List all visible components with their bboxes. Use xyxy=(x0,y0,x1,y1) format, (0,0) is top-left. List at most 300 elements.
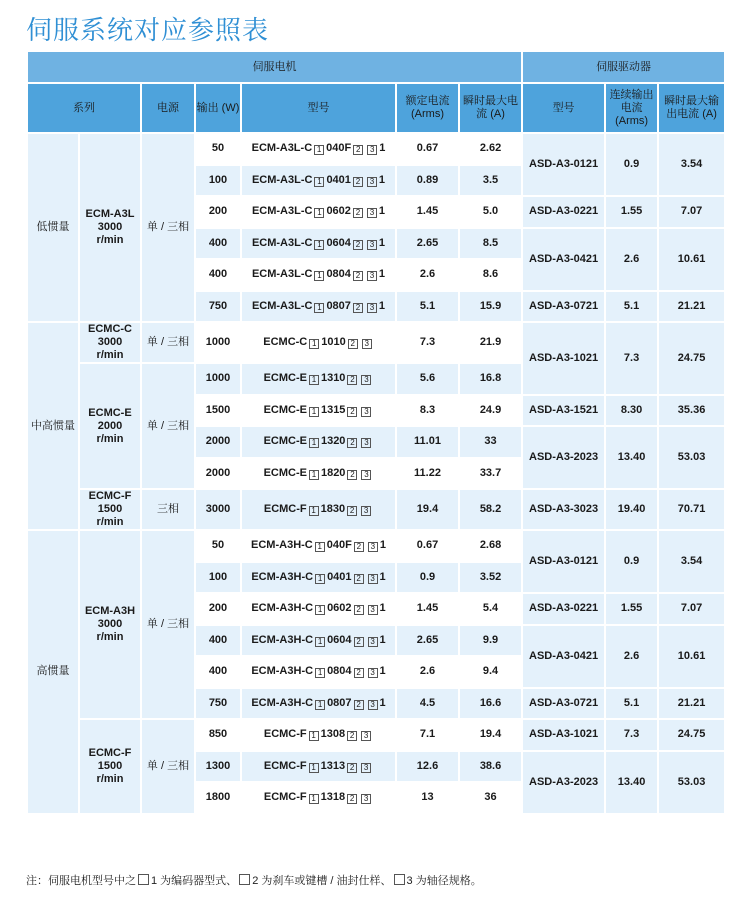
col-header-rated-current: 额定电流 (Arms) xyxy=(396,83,459,133)
footnote-part-3: 3 为轴径规格。 xyxy=(406,875,482,887)
model-placeholder-box: 3 xyxy=(367,145,377,155)
model-code: 1010 xyxy=(321,336,346,348)
peak-current-cell: 21.9 xyxy=(459,322,522,363)
model-placeholder-box: 1 xyxy=(315,605,325,615)
rated-current-cell: 5.1 xyxy=(396,291,459,323)
subseries-line: ECM-A3L xyxy=(85,208,135,220)
table-row xyxy=(27,133,725,165)
peak-current-cell: 36 xyxy=(459,782,522,814)
model-placeholder-box: 2 xyxy=(353,145,363,155)
model-placeholder-box: 2 xyxy=(347,794,357,804)
model-suffix: 1 xyxy=(378,268,386,281)
model-placeholder-box: 3 xyxy=(367,208,377,218)
subseries-line: r/min xyxy=(96,631,124,643)
model-suffix: 1 xyxy=(379,633,386,646)
drive-peak-current-cell: 70.71 xyxy=(658,489,725,530)
model-cell xyxy=(241,530,396,562)
peak-current-cell: 33.7 xyxy=(459,458,522,490)
model-placeholder-box: 2 xyxy=(354,574,364,584)
rated-current-cell: 2.6 xyxy=(396,656,459,688)
model-prefix: ECMC-F xyxy=(263,503,307,515)
peak-current-cell: 8.6 xyxy=(459,259,522,291)
model-placeholder-box: 1 xyxy=(314,177,324,187)
peak-current-cell: 19.4 xyxy=(459,719,522,751)
subseries-line: ECMC-E xyxy=(88,406,132,419)
rated-current-cell: 0.9 xyxy=(396,562,459,594)
drive-peak-current-cell: 10.61 xyxy=(658,228,725,291)
subseries-line: 2000 xyxy=(97,419,123,432)
col-header-power: 电源 xyxy=(141,83,195,133)
model-placeholder-box: 2 xyxy=(347,438,357,448)
model-placeholder-box: 2 xyxy=(347,731,357,741)
model-code: 040F xyxy=(326,142,352,155)
drive-peak-current-cell: 21.21 xyxy=(658,688,725,720)
drive-continuous-current-cell: 0.9 xyxy=(605,133,658,196)
model-placeholder-box: 3 xyxy=(367,240,377,250)
output-cell: 50 xyxy=(195,530,241,562)
model-cell xyxy=(241,562,396,594)
model-prefix: ECMC-F xyxy=(263,728,307,741)
subseries-cell xyxy=(79,133,141,322)
output-cell: 400 xyxy=(195,625,241,657)
model-cell xyxy=(241,719,396,751)
model-cell xyxy=(241,322,396,363)
model-cell xyxy=(241,656,396,688)
model-suffix: 1 xyxy=(379,665,386,678)
model-placeholder-box: 2 xyxy=(353,208,363,218)
model-prefix: ECM-A3L-C xyxy=(251,205,313,218)
model-cell xyxy=(241,625,396,657)
output-cell: 1500 xyxy=(195,395,241,427)
model-placeholder-box: 3 xyxy=(362,339,372,349)
model-placeholder-box: 1 xyxy=(315,668,325,678)
group-header-motor: 伺服电机 xyxy=(27,51,522,83)
col-header-continuous-current: 连续输出电流 (Arms) xyxy=(605,83,658,133)
rated-current-cell: 11.01 xyxy=(396,426,459,458)
drive-model-cell: ASD-A3-0121 xyxy=(522,133,605,196)
model-placeholder-box: 1 xyxy=(309,470,319,480)
model-placeholder-box: 1 xyxy=(314,240,324,250)
model-placeholder-box: 2 xyxy=(353,177,363,187)
model-code: 0604 xyxy=(327,633,352,646)
output-cell: 2000 xyxy=(195,426,241,458)
model-prefix: ECM-A3H-C xyxy=(251,633,314,646)
subseries-cell xyxy=(79,719,141,814)
peak-current-cell: 2.62 xyxy=(459,133,522,165)
subseries-line: 3000 xyxy=(97,221,123,233)
model-cell xyxy=(241,228,396,260)
power-cell: 单 / 三相 xyxy=(141,133,195,322)
peak-current-cell: 33 xyxy=(459,426,522,458)
model-suffix: 1 xyxy=(379,602,386,615)
drive-model-cell: ASD-A3-1021 xyxy=(522,719,605,751)
subseries-cell xyxy=(79,322,141,363)
model-suffix: 1 xyxy=(379,570,386,583)
drive-continuous-current-cell: 2.6 xyxy=(605,625,658,688)
model-cell xyxy=(241,196,396,228)
peak-current-cell: 3.52 xyxy=(459,562,522,594)
model-placeholder-box: 3 xyxy=(361,375,371,385)
model-cell xyxy=(241,363,396,395)
model-placeholder-box: 2 xyxy=(354,668,364,678)
rated-current-cell: 0.67 xyxy=(396,133,459,165)
rated-current-cell: 8.3 xyxy=(396,395,459,427)
subseries-line: 1500 xyxy=(97,503,123,515)
rated-current-cell: 5.6 xyxy=(396,363,459,395)
subseries-cell xyxy=(79,363,141,489)
model-placeholder-box: 2 xyxy=(347,407,357,417)
model-prefix: ECM-A3H-C xyxy=(251,602,314,615)
model-code: 1310 xyxy=(320,372,346,385)
model-prefix: ECMC-E xyxy=(263,372,307,385)
col-header-peak-current: 瞬时最大电流 (A) xyxy=(459,83,522,133)
peak-current-cell: 16.6 xyxy=(459,688,522,720)
output-cell: 200 xyxy=(195,196,241,228)
model-placeholder-box: 3 xyxy=(361,506,371,516)
rated-current-cell: 4.5 xyxy=(396,688,459,720)
model-code: 0401 xyxy=(327,570,352,583)
drive-continuous-current-cell: 5.1 xyxy=(605,291,658,323)
drive-continuous-current-cell: 0.9 xyxy=(605,530,658,593)
model-cell xyxy=(241,165,396,197)
model-placeholder-box: 1 xyxy=(309,506,319,516)
peak-current-cell: 9.4 xyxy=(459,656,522,688)
model-suffix: 1 xyxy=(379,142,386,155)
output-cell: 200 xyxy=(195,593,241,625)
output-cell: 750 xyxy=(195,688,241,720)
model-placeholder-box: 1 xyxy=(314,208,324,218)
output-cell: 750 xyxy=(195,291,241,323)
rated-current-cell: 7.1 xyxy=(396,719,459,751)
subseries-cell xyxy=(79,530,141,719)
table-row xyxy=(27,719,725,751)
model-placeholder-box: 1 xyxy=(309,731,319,741)
model-prefix: ECM-A3L-C xyxy=(251,142,313,155)
model-cell xyxy=(241,395,396,427)
subseries-line: ECM-A3H xyxy=(84,605,136,617)
drive-continuous-current-cell: 1.55 xyxy=(605,196,658,228)
output-cell: 100 xyxy=(195,562,241,594)
peak-current-cell: 2.68 xyxy=(459,530,522,562)
drive-continuous-current-cell: 13.40 xyxy=(605,426,658,489)
model-prefix: ECM-A3L-C xyxy=(251,173,313,186)
spec-table-body xyxy=(27,133,725,814)
checkbox-placeholder-icon xyxy=(138,874,149,885)
drive-continuous-current-cell: 7.3 xyxy=(605,322,658,395)
drive-model-cell: ASD-A3-0221 xyxy=(522,593,605,625)
power-cell: 三相 xyxy=(141,489,195,530)
output-cell: 1000 xyxy=(195,363,241,395)
subseries-cell xyxy=(79,489,141,530)
drive-model-cell: ASD-A3-0421 xyxy=(522,228,605,291)
rated-current-cell: 1.45 xyxy=(396,593,459,625)
model-placeholder-box: 1 xyxy=(314,271,324,281)
model-placeholder-box: 3 xyxy=(368,637,378,647)
model-prefix: ECM-A3H-C xyxy=(251,539,313,552)
output-cell: 50 xyxy=(195,133,241,165)
model-cell xyxy=(241,291,396,323)
drive-continuous-current-cell: 19.40 xyxy=(605,489,658,530)
model-placeholder-box: 2 xyxy=(354,700,364,710)
checkbox-placeholder-icon xyxy=(394,874,405,885)
subseries-line: ECMC-C xyxy=(88,323,132,335)
rated-current-cell: 13 xyxy=(396,782,459,814)
model-cell xyxy=(241,426,396,458)
drive-peak-current-cell: 24.75 xyxy=(658,322,725,395)
model-code: 0807 xyxy=(327,696,352,709)
peak-current-cell: 15.9 xyxy=(459,291,522,323)
power-cell: 单 / 三相 xyxy=(141,530,195,719)
col-header-drive-peak-current: 瞬时最大输出电流 (A) xyxy=(658,83,725,133)
model-placeholder-box: 3 xyxy=(361,794,371,804)
output-cell: 400 xyxy=(195,259,241,291)
model-placeholder-box: 3 xyxy=(368,605,378,615)
group-header-drive: 伺服驱动器 xyxy=(522,51,725,83)
peak-current-cell: 3.5 xyxy=(459,165,522,197)
peak-current-cell: 24.9 xyxy=(459,395,522,427)
rated-current-cell: 0.67 xyxy=(396,530,459,562)
peak-current-cell: 38.6 xyxy=(459,751,522,783)
model-placeholder-box: 3 xyxy=(361,763,371,773)
model-placeholder-box: 3 xyxy=(368,574,378,584)
model-prefix: ECM-A3L-C xyxy=(251,268,313,281)
subseries-line: r/min xyxy=(96,234,124,246)
model-prefix: ECM-A3L-C xyxy=(251,299,313,312)
model-prefix: ECM-A3H-C xyxy=(251,665,314,678)
model-placeholder-box: 3 xyxy=(368,542,378,552)
model-code: 1318 xyxy=(320,791,346,804)
subseries-line: r/min xyxy=(96,772,124,785)
model-placeholder-box: 1 xyxy=(309,763,319,773)
model-placeholder-box: 3 xyxy=(368,668,378,678)
drive-peak-current-cell: 3.54 xyxy=(658,530,725,593)
peak-current-cell: 5.0 xyxy=(459,196,522,228)
model-placeholder-box: 2 xyxy=(354,637,364,647)
model-cell xyxy=(241,782,396,814)
model-placeholder-box: 3 xyxy=(367,271,377,281)
model-placeholder-box: 2 xyxy=(353,240,363,250)
model-placeholder-box: 2 xyxy=(347,506,357,516)
peak-current-cell: 58.2 xyxy=(459,489,522,530)
model-cell xyxy=(241,688,396,720)
output-cell: 1800 xyxy=(195,782,241,814)
model-code: 0807 xyxy=(326,299,351,312)
model-placeholder-box: 2 xyxy=(347,375,357,385)
model-suffix: 1 xyxy=(379,539,386,552)
drive-peak-current-cell: 35.36 xyxy=(658,395,725,427)
rated-current-cell: 1.45 xyxy=(396,196,459,228)
output-cell: 400 xyxy=(195,656,241,688)
model-cell xyxy=(241,751,396,783)
page-title: 伺服系统对应参照表 xyxy=(26,15,270,45)
model-prefix: ECMC-E xyxy=(263,466,307,479)
model-placeholder-box: 1 xyxy=(309,407,319,417)
drive-model-cell: ASD-A3-0721 xyxy=(522,688,605,720)
model-code: 0804 xyxy=(327,665,352,678)
drive-model-cell: ASD-A3-0221 xyxy=(522,196,605,228)
rated-current-cell: 19.4 xyxy=(396,489,459,530)
table-row xyxy=(27,322,725,363)
model-suffix: 1 xyxy=(379,696,386,709)
drive-continuous-current-cell: 7.3 xyxy=(605,719,658,751)
power-cell: 单 / 三相 xyxy=(141,719,195,814)
series-group-cell: 低惯量 xyxy=(27,133,79,322)
model-prefix: ECM-A3H-C xyxy=(251,696,314,709)
footnote-part-1: 1 为编码器型式、 xyxy=(151,875,238,887)
peak-current-cell: 9.9 xyxy=(459,625,522,657)
model-placeholder-box: 3 xyxy=(361,470,371,480)
model-code: 0604 xyxy=(326,236,351,249)
model-placeholder-box: 2 xyxy=(353,303,363,313)
model-placeholder-box: 2 xyxy=(354,542,364,552)
model-prefix: ECMC-F xyxy=(263,791,307,804)
subseries-line: r/min xyxy=(96,432,124,445)
output-cell: 2000 xyxy=(195,458,241,490)
model-placeholder-box: 3 xyxy=(367,177,377,187)
subseries-line: 3000 xyxy=(97,618,123,630)
output-cell: 1300 xyxy=(195,751,241,783)
rated-current-cell: 2.65 xyxy=(396,625,459,657)
model-code: 1820 xyxy=(320,466,346,479)
servo-spec-table xyxy=(26,50,726,815)
model-placeholder-box: 1 xyxy=(309,375,319,385)
drive-model-cell: ASD-A3-0421 xyxy=(522,625,605,688)
model-placeholder-box: 2 xyxy=(347,763,357,773)
col-header-model: 型号 xyxy=(241,83,396,133)
model-code: 0602 xyxy=(327,602,352,615)
output-cell: 1000 xyxy=(195,322,241,363)
model-placeholder-box: 1 xyxy=(314,303,324,313)
model-prefix: ECM-A3L-C xyxy=(251,236,313,249)
model-prefix: ECMC-C xyxy=(263,336,308,348)
drive-peak-current-cell: 7.07 xyxy=(658,593,725,625)
model-cell xyxy=(241,458,396,490)
drive-peak-current-cell: 21.21 xyxy=(658,291,725,323)
drive-continuous-current-cell: 13.40 xyxy=(605,751,658,814)
model-placeholder-box: 1 xyxy=(314,145,324,155)
col-header-drive-model: 型号 xyxy=(522,83,605,133)
series-group-cell: 高惯量 xyxy=(27,530,79,814)
peak-current-cell: 5.4 xyxy=(459,593,522,625)
drive-model-cell: ASD-A3-1521 xyxy=(522,395,605,427)
model-placeholder-box: 3 xyxy=(361,731,371,741)
checkbox-placeholder-icon xyxy=(239,874,250,885)
rated-current-cell: 2.6 xyxy=(396,259,459,291)
model-code: 0401 xyxy=(326,173,351,186)
model-code: 1313 xyxy=(320,759,346,772)
drive-peak-current-cell: 53.03 xyxy=(658,426,725,489)
output-cell: 100 xyxy=(195,165,241,197)
model-code: 040F xyxy=(326,539,352,552)
drive-model-cell: ASD-A3-1021 xyxy=(522,322,605,395)
output-cell: 850 xyxy=(195,719,241,751)
model-placeholder-box: 3 xyxy=(367,303,377,313)
model-placeholder-box: 3 xyxy=(368,700,378,710)
model-prefix: ECMC-E xyxy=(263,403,307,416)
model-prefix: ECM-A3H-C xyxy=(251,570,314,583)
rated-current-cell: 2.65 xyxy=(396,228,459,260)
drive-peak-current-cell: 3.54 xyxy=(658,133,725,196)
model-code: 1308 xyxy=(320,728,346,741)
model-placeholder-box: 2 xyxy=(347,470,357,480)
model-code: 0602 xyxy=(326,205,351,218)
model-suffix: 1 xyxy=(378,236,386,249)
peak-current-cell: 16.8 xyxy=(459,363,522,395)
drive-model-cell: ASD-A3-0721 xyxy=(522,291,605,323)
model-placeholder-box: 2 xyxy=(354,605,364,615)
subseries-line: 1500 xyxy=(97,759,123,772)
model-prefix: ECMC-F xyxy=(263,759,307,772)
peak-current-cell: 8.5 xyxy=(459,228,522,260)
model-placeholder-box: 1 xyxy=(315,700,325,710)
subseries-line: r/min xyxy=(96,516,124,528)
drive-model-cell: ASD-A3-2023 xyxy=(522,751,605,814)
drive-continuous-current-cell: 2.6 xyxy=(605,228,658,291)
rated-current-cell: 0.89 xyxy=(396,165,459,197)
model-prefix: ECMC-E xyxy=(263,435,307,448)
model-cell xyxy=(241,489,396,530)
output-cell: 3000 xyxy=(195,489,241,530)
model-placeholder-box: 1 xyxy=(309,438,319,448)
model-placeholder-box: 1 xyxy=(309,794,319,804)
model-placeholder-box: 1 xyxy=(315,542,325,552)
footnote xyxy=(26,872,482,888)
footnote-part-2: 2 为刹车或键槽 / 油封仕样、 xyxy=(252,875,392,887)
drive-model-cell: ASD-A3-0121 xyxy=(522,530,605,593)
drive-continuous-current-cell: 8.30 xyxy=(605,395,658,427)
table-row xyxy=(27,489,725,530)
model-placeholder-box: 3 xyxy=(361,438,371,448)
model-code: 1320 xyxy=(320,435,346,448)
footnote-prefix: 注：伺服电机型号中之 xyxy=(26,875,136,887)
model-placeholder-box: 3 xyxy=(361,407,371,417)
power-cell: 单 / 三相 xyxy=(141,322,195,363)
model-placeholder-box: 1 xyxy=(309,339,319,349)
model-code: 1830 xyxy=(320,503,346,515)
model-cell xyxy=(241,133,396,165)
drive-peak-current-cell: 10.61 xyxy=(658,625,725,688)
rated-current-cell: 7.3 xyxy=(396,322,459,363)
drive-model-cell: ASD-A3-2023 xyxy=(522,426,605,489)
col-header-series: 系列 xyxy=(27,83,141,133)
model-suffix: 1 xyxy=(378,205,386,218)
model-placeholder-box: 1 xyxy=(315,574,325,584)
model-cell xyxy=(241,259,396,291)
model-cell xyxy=(241,593,396,625)
subseries-line: ECMC-F xyxy=(88,746,132,759)
drive-continuous-current-cell: 1.55 xyxy=(605,593,658,625)
rated-current-cell: 11.22 xyxy=(396,458,459,490)
subseries-line: 3000 xyxy=(97,336,123,348)
series-group-cell: 中高惯量 xyxy=(27,322,79,530)
model-placeholder-box: 1 xyxy=(315,637,325,647)
model-suffix: 1 xyxy=(378,173,386,186)
subseries-line: r/min xyxy=(96,349,124,361)
drive-model-cell: ASD-A3-3023 xyxy=(522,489,605,530)
model-suffix: 1 xyxy=(378,299,386,312)
drive-peak-current-cell: 53.03 xyxy=(658,751,725,814)
model-code: 0804 xyxy=(326,268,351,281)
model-code: 1315 xyxy=(320,403,346,416)
subseries-line: ECMC-F xyxy=(88,490,132,502)
table-row xyxy=(27,530,725,562)
power-cell: 单 / 三相 xyxy=(141,363,195,489)
drive-peak-current-cell: 24.75 xyxy=(658,719,725,751)
drive-peak-current-cell: 7.07 xyxy=(658,196,725,228)
model-placeholder-box: 2 xyxy=(353,271,363,281)
output-cell: 400 xyxy=(195,228,241,260)
col-header-output: 输出 (W) xyxy=(195,83,241,133)
